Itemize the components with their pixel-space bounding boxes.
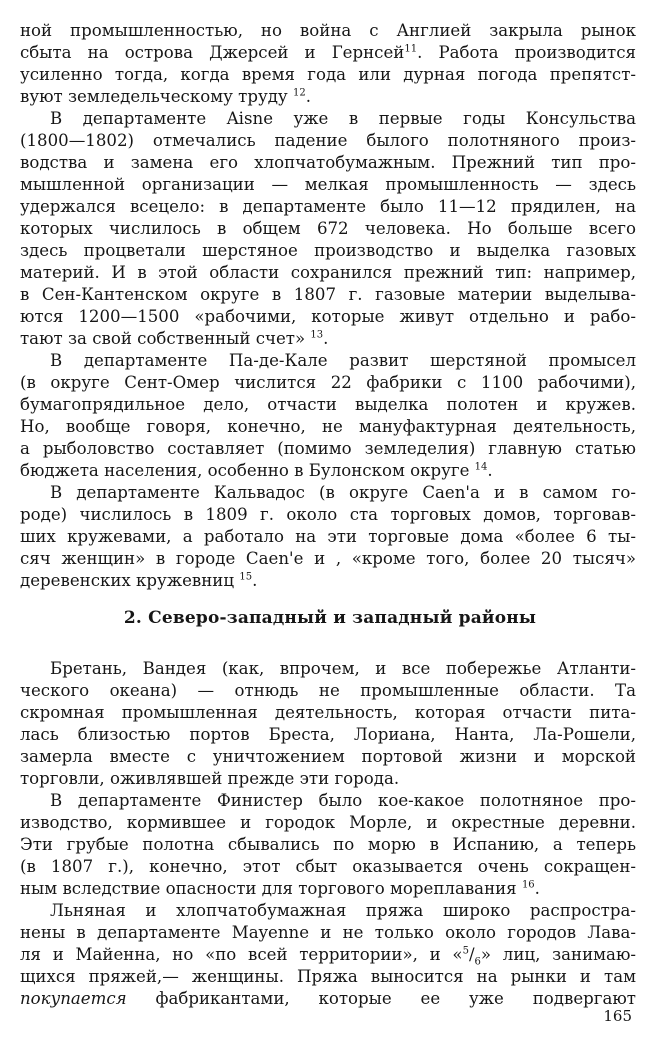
text-line: лась близостью портов Бреста, Лориана, Нанта, Ла-Рошели, [20, 725, 636, 744]
fraction-denominator: 6 [474, 956, 481, 968]
text-line: В департаменте Aisne уже в первые годы Консульства [50, 109, 636, 128]
footnote-ref: 12 [292, 87, 306, 99]
text-line: В департаменте Па-де-Кале развит шерстяной промысел [50, 351, 636, 370]
text-line: Но, вообще говоря, конечно, не мануфактурная деятельность, [20, 417, 636, 436]
text-line: (1800—1802) отмечались падение былого полотняного произ- [20, 131, 636, 150]
text-line: водства и замена его хлопчатобумажным. Прежний тип про- [20, 153, 636, 172]
footnote-ref: 15 [239, 571, 253, 583]
text-line: мышленной организации — мелкая промышленность — здесь [20, 175, 636, 194]
text-line: которых числилось в общем 672 человека. Но больше всего [20, 219, 636, 238]
text-line: (в 1807 г.), конечно, этот сбыт оказывается очень сокращен- [20, 857, 636, 876]
footnote-ref: 16 [521, 879, 535, 891]
text-line: В департаменте Кальвадос (в округе Caen'а и в самом го- [50, 483, 636, 502]
text-line: щихся пряжей,— женщины. Пряжа выносится на рынки и там [20, 967, 636, 986]
text-line: ным вследствие опасности для торгового мореплавания $^{16}$. [20, 879, 540, 898]
text-line: усиленно тогда, когда время года или дурная погода препятст- [20, 65, 636, 84]
text-line: вуют земледельческому труду $^{12}$. [20, 87, 311, 106]
text-line: удержался всецело: в департаменте было 11—12 прядилен, на [20, 197, 636, 216]
text-line: сяч женщин» в городе Caen'е и , «кроме того, более 20 тысяч» [20, 549, 636, 568]
footnote-ref: 11 [404, 43, 418, 55]
fraction-numerator: 5 [462, 945, 469, 957]
page-number: 165 [603, 1007, 632, 1025]
text-line: покупается фабрикантами, которые ее уже подвергают [20, 989, 636, 1008]
text-line: деревенских кружевниц $^{15}$. [20, 571, 258, 590]
text-line: изводство, кормившее и городок Морле, и окрестные деревни. [20, 813, 636, 832]
footnote-ref: 13 [310, 329, 324, 341]
text-line: бюджета населения, особенно в Булонском округе $^{14}$. [20, 461, 493, 480]
text-line: здесь процветали шерстяное производство и выделка газовых [20, 241, 636, 260]
text-line: ля и Майенна, но «по всей территории», и «$^5/_6$» лиц, занимаю- [20, 945, 636, 968]
text-line: Льняная и хлопчатобумажная пряжа широко распростра- [50, 901, 636, 920]
text-line: ческого океана) — отнюдь не промышленные области. Та [20, 681, 636, 700]
text-line: в Сен-Кантенском округе в 1807 г. газовые материи выделыва- [20, 285, 636, 304]
text-line: роде) числилось в 1809 г. около ста торговых домов, торговав- [20, 505, 636, 524]
text-line: бумагопрядильное дело, отчасти выделка полотен и кружев. [20, 395, 636, 414]
section-heading: 2. Северо-западный и западный районы [123, 608, 537, 628]
text-line: тают за свой собственный счет» $^{13}$. [20, 329, 329, 348]
text-line: замерла вместе с уничтожением портовой жизни и морской [20, 747, 636, 766]
text-line: ших кружевами, а работало на эти торговые дома «более 6 ты- [20, 527, 636, 546]
footnote-ref: 14 [474, 461, 488, 473]
text-line: (в округе Сент-Омер числится 22 фабрики с 1100 рабочими), [20, 373, 636, 392]
text-line: материй. И в этой области сохранился прежний тип: например, [20, 263, 636, 282]
text-line: нены в департаменте Mayenne и не только около городов Лава- [20, 923, 636, 942]
text-line: ются 1200—1500 «рабочими, которые живут отдельно и рабо- [20, 307, 636, 326]
text-line: Бретань, Вандея (как, впрочем, и все побережье Атланти- [50, 659, 636, 678]
text-line: ной промышленностью, но война с Англией закрыла рынок [20, 21, 636, 40]
fraction-slash: / [468, 945, 475, 964]
text-line: В департаменте Финистер было кое-какое полотняное про- [50, 791, 636, 810]
text-line: сбыта на острова Джерсей и Гернсей$^{11}$. Работа производится [20, 43, 636, 62]
text-line: скромная промышленная деятельность, которая отчасти пита- [20, 703, 636, 722]
text-line: торговли, оживлявшей прежде эти города. [20, 769, 400, 788]
text-line: Эти грубые полотна сбывались по морю в Испанию, а теперь [20, 835, 636, 854]
italic-word: покупается [20, 989, 127, 1008]
text-line: а рыболовство составляет (помимо земледелия) главную статью [20, 439, 636, 458]
